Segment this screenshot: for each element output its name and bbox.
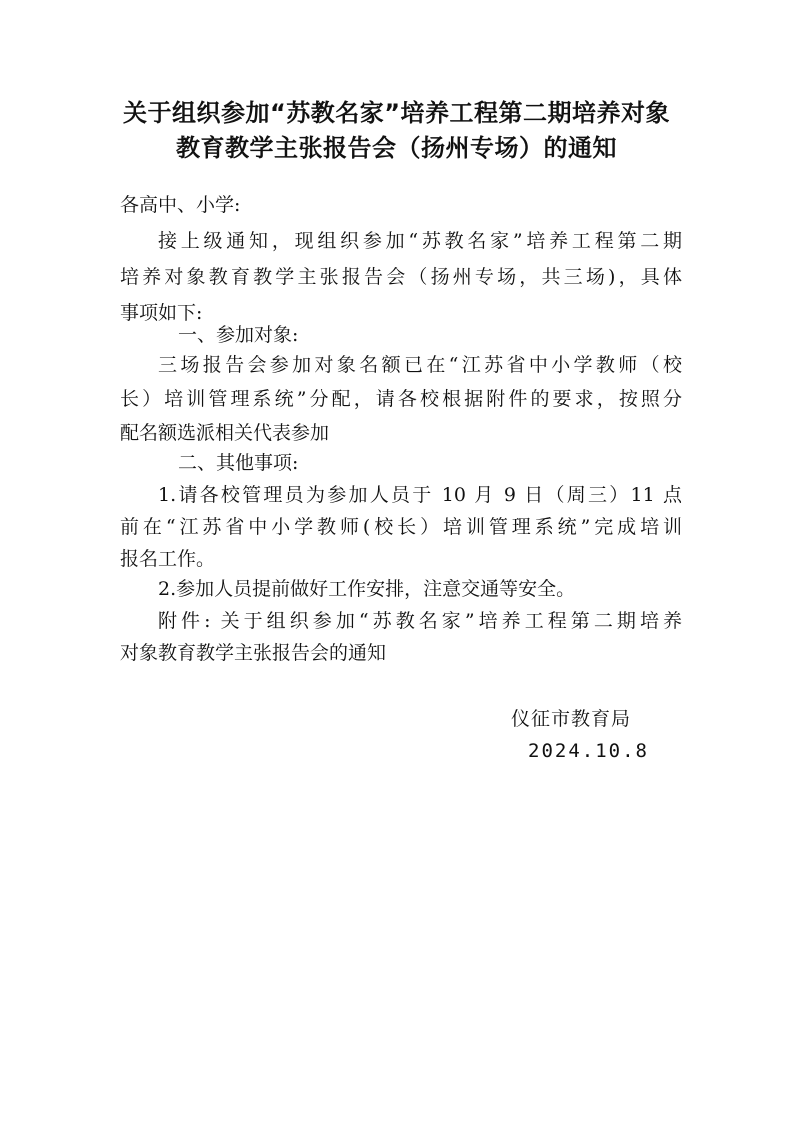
section1-paragraph-line-2: 长）培训管理系统”分配，请各校根据附件的要求，按照分 (120, 388, 682, 410)
issuer-name: 仪征市教育局 (511, 708, 632, 730)
section-heading-participants: 一、参加对象: (178, 324, 299, 346)
notice-title-line-2: 教育教学主张报告会（扬州专场）的通知 (176, 134, 617, 162)
notice-title-line-1: 关于组织参加“苏教名家”培养工程第二期培养对象 (122, 99, 671, 127)
item1-line-2: 前在“江苏省中小学教师(校长）培训管理系统”完成培训 (120, 516, 682, 538)
intro-paragraph-line-1: 接上级通知，现组织参加“苏教名家”培养工程第二期 (158, 230, 682, 252)
attachment-line-2: 对象教育教学主张报告会的通知 (120, 642, 387, 664)
item2-line-1: 2.参加人员提前做好工作安排，注意交通等安全。 (158, 578, 576, 600)
issue-date: 2024.10.8 (528, 740, 649, 762)
attachment-line-1: 附件: 关于组织参加“苏教名家”培养工程第二期培养 (158, 610, 682, 632)
section-heading-other-matters: 二、其他事项: (178, 452, 299, 474)
section1-paragraph-line-1: 三场报告会参加对象名额已在“江苏省中小学教师（校 (158, 354, 682, 376)
salutation: 各高中、小学: (120, 194, 241, 216)
intro-paragraph-line-2: 培养对象教育教学主张报告会（扬州专场，共三场)，具体 (120, 266, 682, 288)
intro-paragraph-line-3: 事项如下: (120, 302, 203, 324)
item1-line-1: 1.请各校管理员为参加人员于 10 月 9 日（周三）11 点 (158, 484, 682, 506)
item1-line-3: 报名工作。 (120, 548, 216, 570)
section1-paragraph-line-3: 配名额选派相关代表参加 (120, 422, 330, 444)
